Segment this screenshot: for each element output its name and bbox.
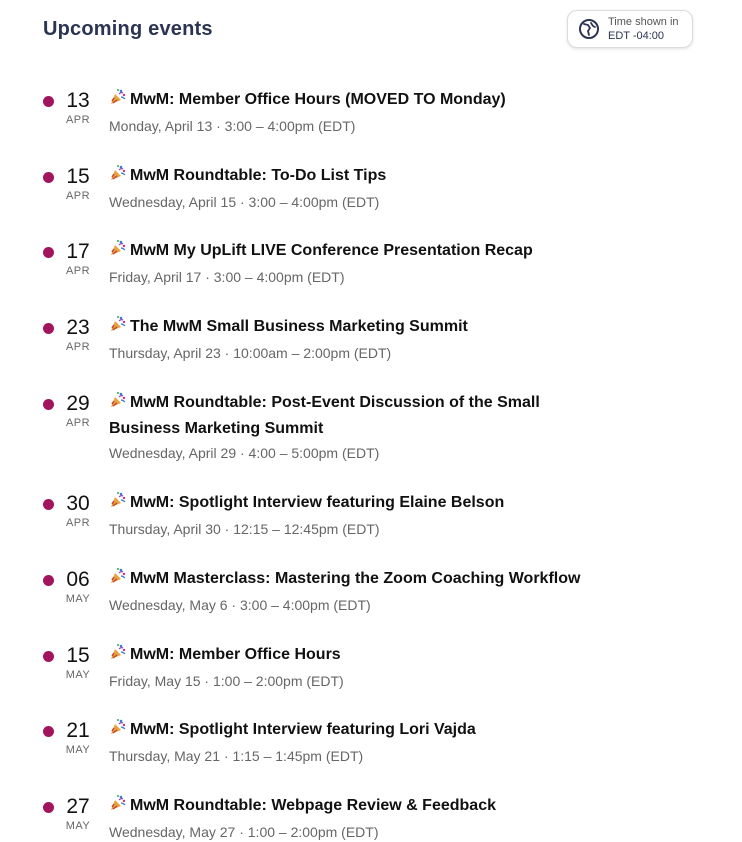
event-dot xyxy=(43,499,54,510)
globe-icon xyxy=(578,18,600,40)
event-day: 15 xyxy=(66,644,90,667)
event-month: APR xyxy=(65,114,91,126)
event-dot xyxy=(43,172,54,183)
event-time: Thursday, April 23 · 10:00am – 2:00pm (EDT) xyxy=(109,345,392,361)
event-day: 15 xyxy=(66,165,90,188)
event-date xyxy=(60,567,96,605)
event-title[interactable] xyxy=(109,391,589,441)
event-item[interactable] xyxy=(0,88,742,136)
event-info xyxy=(109,88,589,136)
timezone-text xyxy=(608,15,679,43)
party-popper-icon xyxy=(109,794,127,820)
event-info xyxy=(109,491,589,539)
event-date xyxy=(60,643,96,681)
event-item[interactable] xyxy=(0,643,742,691)
event-title-text: MwM: Spotlight Interview featuring Lori Vajda xyxy=(130,721,476,738)
event-info xyxy=(109,239,589,287)
event-date xyxy=(60,164,96,202)
party-popper-icon xyxy=(109,491,127,517)
event-dot xyxy=(43,802,54,813)
event-date xyxy=(60,315,96,353)
event-time: Friday, April 17 · 3:00 – 4:00pm (EDT) xyxy=(109,269,345,285)
event-time: Thursday, April 30 · 12:15 – 12:45pm (EDT) xyxy=(109,521,380,537)
event-month: APR xyxy=(65,517,91,529)
event-day: 23 xyxy=(66,316,90,339)
event-item[interactable] xyxy=(0,491,742,539)
event-dot xyxy=(43,399,54,410)
event-day: 06 xyxy=(66,568,90,591)
event-time: Monday, April 13 · 3:00 – 4:00pm (EDT) xyxy=(109,118,356,134)
event-time: Friday, May 15 · 1:00 – 2:00pm (EDT) xyxy=(109,673,344,689)
event-item[interactable] xyxy=(0,567,742,615)
event-day: 29 xyxy=(66,392,90,415)
timezone-selector[interactable] xyxy=(567,10,693,48)
event-title-text: The MwM Small Business Marketing Summit xyxy=(130,318,468,335)
event-title-text: MwM Roundtable: To-Do List Tips xyxy=(130,167,387,184)
event-dot xyxy=(43,96,54,107)
event-date xyxy=(60,391,96,429)
event-title-text: MwM Roundtable: Webpage Review & Feedback xyxy=(130,797,496,814)
event-title[interactable] xyxy=(109,315,589,341)
event-info xyxy=(109,794,589,842)
event-time: Wednesday, April 15 · 3:00 – 4:00pm (EDT) xyxy=(109,194,380,210)
event-item[interactable] xyxy=(0,391,742,463)
event-title[interactable] xyxy=(109,567,589,593)
event-day: 30 xyxy=(66,492,90,515)
event-dot xyxy=(43,726,54,737)
party-popper-icon xyxy=(109,164,127,190)
event-month: MAY xyxy=(65,744,91,756)
party-popper-icon xyxy=(109,567,127,593)
event-date xyxy=(60,794,96,832)
event-title-text: MwM: Member Office Hours xyxy=(130,646,341,663)
event-title[interactable] xyxy=(109,643,589,669)
event-date xyxy=(60,88,96,126)
event-info xyxy=(109,567,589,615)
event-month: APR xyxy=(65,417,91,429)
event-dot xyxy=(43,323,54,334)
event-info xyxy=(109,164,589,212)
event-date xyxy=(60,491,96,529)
event-dot xyxy=(43,575,54,586)
event-day: 27 xyxy=(66,795,90,818)
event-day: 13 xyxy=(66,89,90,112)
event-info xyxy=(109,718,589,766)
event-month: MAY xyxy=(65,669,91,681)
event-item[interactable] xyxy=(0,718,742,766)
event-month: APR xyxy=(65,265,91,277)
event-month: APR xyxy=(65,341,91,353)
event-info xyxy=(109,391,589,463)
event-month: MAY xyxy=(65,593,91,605)
event-title[interactable] xyxy=(109,491,589,517)
event-title[interactable] xyxy=(109,88,589,114)
event-time: Thursday, May 21 · 1:15 – 1:45pm (EDT) xyxy=(109,748,364,764)
event-day: 21 xyxy=(66,719,90,742)
event-time: Wednesday, May 27 · 1:00 – 2:00pm (EDT) xyxy=(109,824,379,840)
event-title-text: MwM Roundtable: Post-Event Discussion of the Small Business Marketing Summit xyxy=(109,394,540,437)
event-title-text: MwM My UpLift LIVE Conference Presentation Recap xyxy=(130,242,533,259)
event-title[interactable] xyxy=(109,794,589,820)
events-header xyxy=(43,18,213,41)
event-title[interactable] xyxy=(109,718,589,744)
party-popper-icon xyxy=(109,643,127,669)
event-month: APR xyxy=(65,190,91,202)
event-title-text: MwM: Member Office Hours (MOVED TO Monday) xyxy=(130,91,506,108)
event-title-text: MwM: Spotlight Interview featuring Elaine Belson xyxy=(130,494,505,511)
event-time: Wednesday, May 6 · 3:00 – 4:00pm (EDT) xyxy=(109,597,371,613)
event-item[interactable] xyxy=(0,794,742,842)
event-date xyxy=(60,718,96,756)
event-dot xyxy=(43,247,54,258)
page-title: Upcoming events xyxy=(43,18,213,40)
event-title-text: MwM Masterclass: Mastering the Zoom Coaching Workflow xyxy=(130,570,581,587)
party-popper-icon xyxy=(109,391,127,417)
event-info xyxy=(109,315,589,363)
event-date xyxy=(60,239,96,277)
party-popper-icon xyxy=(109,718,127,744)
party-popper-icon xyxy=(109,315,127,341)
event-time: Wednesday, April 29 · 4:00 – 5:00pm (EDT) xyxy=(109,445,380,461)
timezone-label: Time shown in xyxy=(608,16,679,28)
party-popper-icon xyxy=(109,88,127,114)
timezone-value: EDT -04:00 xyxy=(608,30,665,42)
event-title[interactable] xyxy=(109,164,589,190)
event-item[interactable] xyxy=(0,315,742,363)
event-day: 17 xyxy=(66,240,90,263)
event-info xyxy=(109,643,589,691)
event-title[interactable] xyxy=(109,239,589,265)
event-item[interactable] xyxy=(0,164,742,212)
event-month: MAY xyxy=(65,820,91,832)
event-item[interactable] xyxy=(0,239,742,287)
event-dot xyxy=(43,651,54,662)
party-popper-icon xyxy=(109,239,127,265)
